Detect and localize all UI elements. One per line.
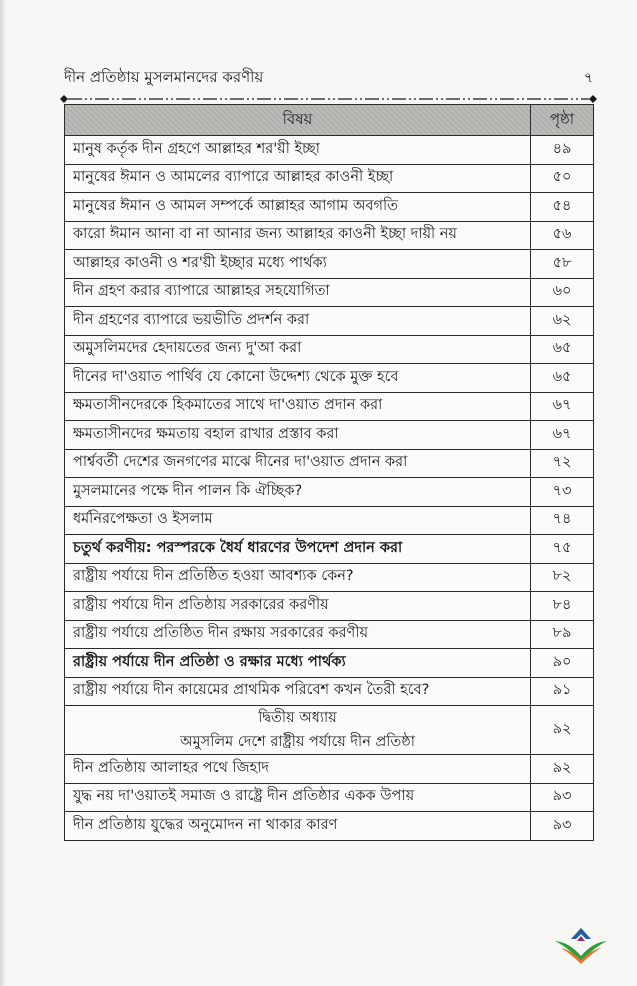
toc-entry[interactable]	[65, 421, 594, 450]
toc-entry-page: ৫০	[531, 164, 594, 193]
column-header-page: পৃষ্ঠা	[531, 105, 594, 136]
toc-entry[interactable]	[65, 563, 594, 592]
chapter-heading	[65, 706, 531, 755]
toc-entry-topic: দীনের দা'ওয়াত পার্থিব যে কোনো উদ্দেশ্য থেকে মুক্ত হবে	[65, 364, 531, 393]
toc-entry-topic: অমুসলিমদের হেদায়তের জন্য দু'আ করা	[65, 335, 531, 364]
toc-entry-topic: রাষ্ট্রীয় পর্যায়ে দীন প্রতিষ্ঠায় সরকারের করণীয়	[65, 592, 531, 621]
toc-entry-page: ৮৪	[531, 592, 594, 621]
toc-entry-topic: চতুর্থ করণীয়: পরস্পরকে ধৈর্য ধারণের উপদেশ প্রদান করা	[65, 535, 531, 564]
toc-entry-topic: রাষ্ট্রীয় পর্যায়ে দীন প্রতিষ্ঠা ও রক্ষার মধ্যে পার্থক্য	[65, 649, 531, 678]
toc-entry-page: ৫৬	[531, 221, 594, 250]
toc-entry-page: ৬০	[531, 278, 594, 307]
toc-entry-topic: মুসলমানের পক্ষে দীন পালন কি ঐচ্ছিক?	[65, 478, 531, 507]
toc-entry-page: ৯৩	[531, 812, 594, 841]
toc-entry-topic: কারো ঈমান আনা বা না আনার জন্য আল্লাহর কাওনী ইচ্ছা দায়ী নয়	[65, 221, 531, 250]
toc-entry-topic: মানুষ কর্তৃক দীন গ্রহণে আল্লাহর শর'য়ী ইচ্ছা	[65, 136, 531, 165]
logo-book-green	[555, 941, 607, 962]
toc-entry[interactable]	[65, 392, 594, 421]
toc-entry[interactable]	[65, 221, 594, 250]
toc-entry[interactable]	[65, 535, 594, 564]
table-of-contents	[64, 104, 594, 841]
toc-entry[interactable]	[65, 755, 594, 784]
toc-entry[interactable]	[65, 506, 594, 535]
page-number: ৭	[583, 70, 593, 86]
column-header-topic: বিষয়	[65, 105, 531, 136]
toc-entry-page: ৯২	[531, 755, 594, 784]
toc-entry-topic: ক্ষমতাসীনদের ক্ষমতায় বহাল রাখার প্রস্তাব করা	[65, 421, 531, 450]
toc-entry-page: ৭৫	[531, 535, 594, 564]
chapter-page-number: ৯২	[531, 706, 594, 755]
toc-entry-page: ৬৫	[531, 335, 594, 364]
toc-entry-topic: মানুষের ঈমান ও আমলের ব্যাপারে আল্লাহর কাওনী ইচ্ছা	[65, 164, 531, 193]
toc-entry-topic: দীন প্রতিষ্ঠায় আলাহর পথে জিহাদ	[65, 755, 531, 784]
toc-entry-page: ৮৯	[531, 620, 594, 649]
toc-entry[interactable]	[65, 478, 594, 507]
toc-entry-page: ৬৭	[531, 421, 594, 450]
toc-entry-topic: যুদ্ধ নয় দা'ওয়াতই সমাজ ও রাষ্ট্রে দীন প্রতিষ্ঠার একক উপায়	[65, 783, 531, 812]
toc-entry[interactable]	[65, 307, 594, 336]
toc-entry-topic: দীন প্রতিষ্ঠায় যুদ্ধের অনুমোদন না থাকার কারণ	[65, 812, 531, 841]
toc-entry-page: ৫৮	[531, 250, 594, 279]
toc-entry-topic: দীন গ্রহণের ব্যাপারে ভয়ভীতি প্রদর্শন করা	[65, 307, 531, 336]
chapter-title: অমুসলিম দেশে রাষ্ট্রীয় পর্যায়ে দীন প্রতিষ্ঠা	[180, 734, 415, 750]
toc-entry[interactable]	[65, 278, 594, 307]
toc-entry[interactable]	[65, 783, 594, 812]
toc-entry-page: ৭২	[531, 449, 594, 478]
toc-entry-topic: ক্ষমতাসীনদেরকে হিকমাতের সাথে দা'ওয়াত প্রদান করা	[65, 392, 531, 421]
header-ornamental-rule	[60, 95, 597, 103]
toc-entry[interactable]	[65, 592, 594, 621]
toc-entry-topic: রাষ্ট্রীয় পর্যায়ে প্রতিষ্ঠিত দীন রক্ষায় সরকারের করণীয়	[65, 620, 531, 649]
toc-entry-topic: দীন গ্রহণ করার ব্যাপারে আল্লাহর সহযোগিতা	[65, 278, 531, 307]
toc-entry-page: ৮২	[531, 563, 594, 592]
toc-header-row	[65, 105, 594, 136]
toc-entry-topic: রাষ্ট্রীয় পর্যায়ে দীন প্রতিষ্ঠিত হওয়া আবশ্যক কেন?	[65, 563, 531, 592]
toc-entry-page: ৯১	[531, 677, 594, 706]
chapter-label: দ্বিতীয় অধ্যায়	[258, 710, 337, 726]
toc-entry[interactable]	[65, 250, 594, 279]
toc-entry[interactable]	[65, 649, 594, 678]
toc-entry[interactable]	[65, 364, 594, 393]
toc-entry-page: ৪৯	[531, 136, 594, 165]
toc-entry[interactable]	[65, 335, 594, 364]
toc-entry-page: ৭৪	[531, 506, 594, 535]
toc-entry[interactable]	[65, 164, 594, 193]
toc-entry-topic: আল্লাহর কাওনী ও শর'য়ী ইচ্ছার মধ্যে পার্থক্য	[65, 250, 531, 279]
running-title: দীন প্রতিষ্ঠায় মুসলমানদের করণীয়	[64, 68, 264, 86]
toc-entry[interactable]	[65, 812, 594, 841]
toc-entry[interactable]	[65, 136, 594, 165]
toc-entry-topic: ধর্মনিরপেক্ষতা ও ইসলাম	[65, 506, 531, 535]
toc-entry-page: ৬২	[531, 307, 594, 336]
toc-entry-topic: মানুষের ঈমান ও আমল সম্পর্কে আল্লাহর আগাম অবগতি	[65, 193, 531, 222]
toc-entry-page: ৯৩	[531, 783, 594, 812]
toc-entry[interactable]	[65, 449, 594, 478]
toc-entry-page: ৭৩	[531, 478, 594, 507]
toc-entry-page: ৫৪	[531, 193, 594, 222]
toc-entry-page: ৬৫	[531, 364, 594, 393]
toc-entry[interactable]	[65, 620, 594, 649]
toc-entry[interactable]	[65, 193, 594, 222]
toc-entry-page: ৬৭	[531, 392, 594, 421]
toc-entry-topic: পার্শ্ববর্তী দেশের জনগণের মাঝে দীনের দা'ওয়াত প্রদান করা	[65, 449, 531, 478]
chapter-heading-row[interactable]	[65, 706, 594, 755]
toc-entry[interactable]	[65, 677, 594, 706]
publisher-logo	[553, 928, 609, 964]
toc-entry-page: ৯০	[531, 649, 594, 678]
page-edge-shadow	[0, 0, 6, 986]
toc-entry-topic: রাষ্ট্রীয় পর্যায়ে দীন কায়েমের প্রাথমিক পরিবেশ কখন তৈরী হবে?	[65, 677, 531, 706]
